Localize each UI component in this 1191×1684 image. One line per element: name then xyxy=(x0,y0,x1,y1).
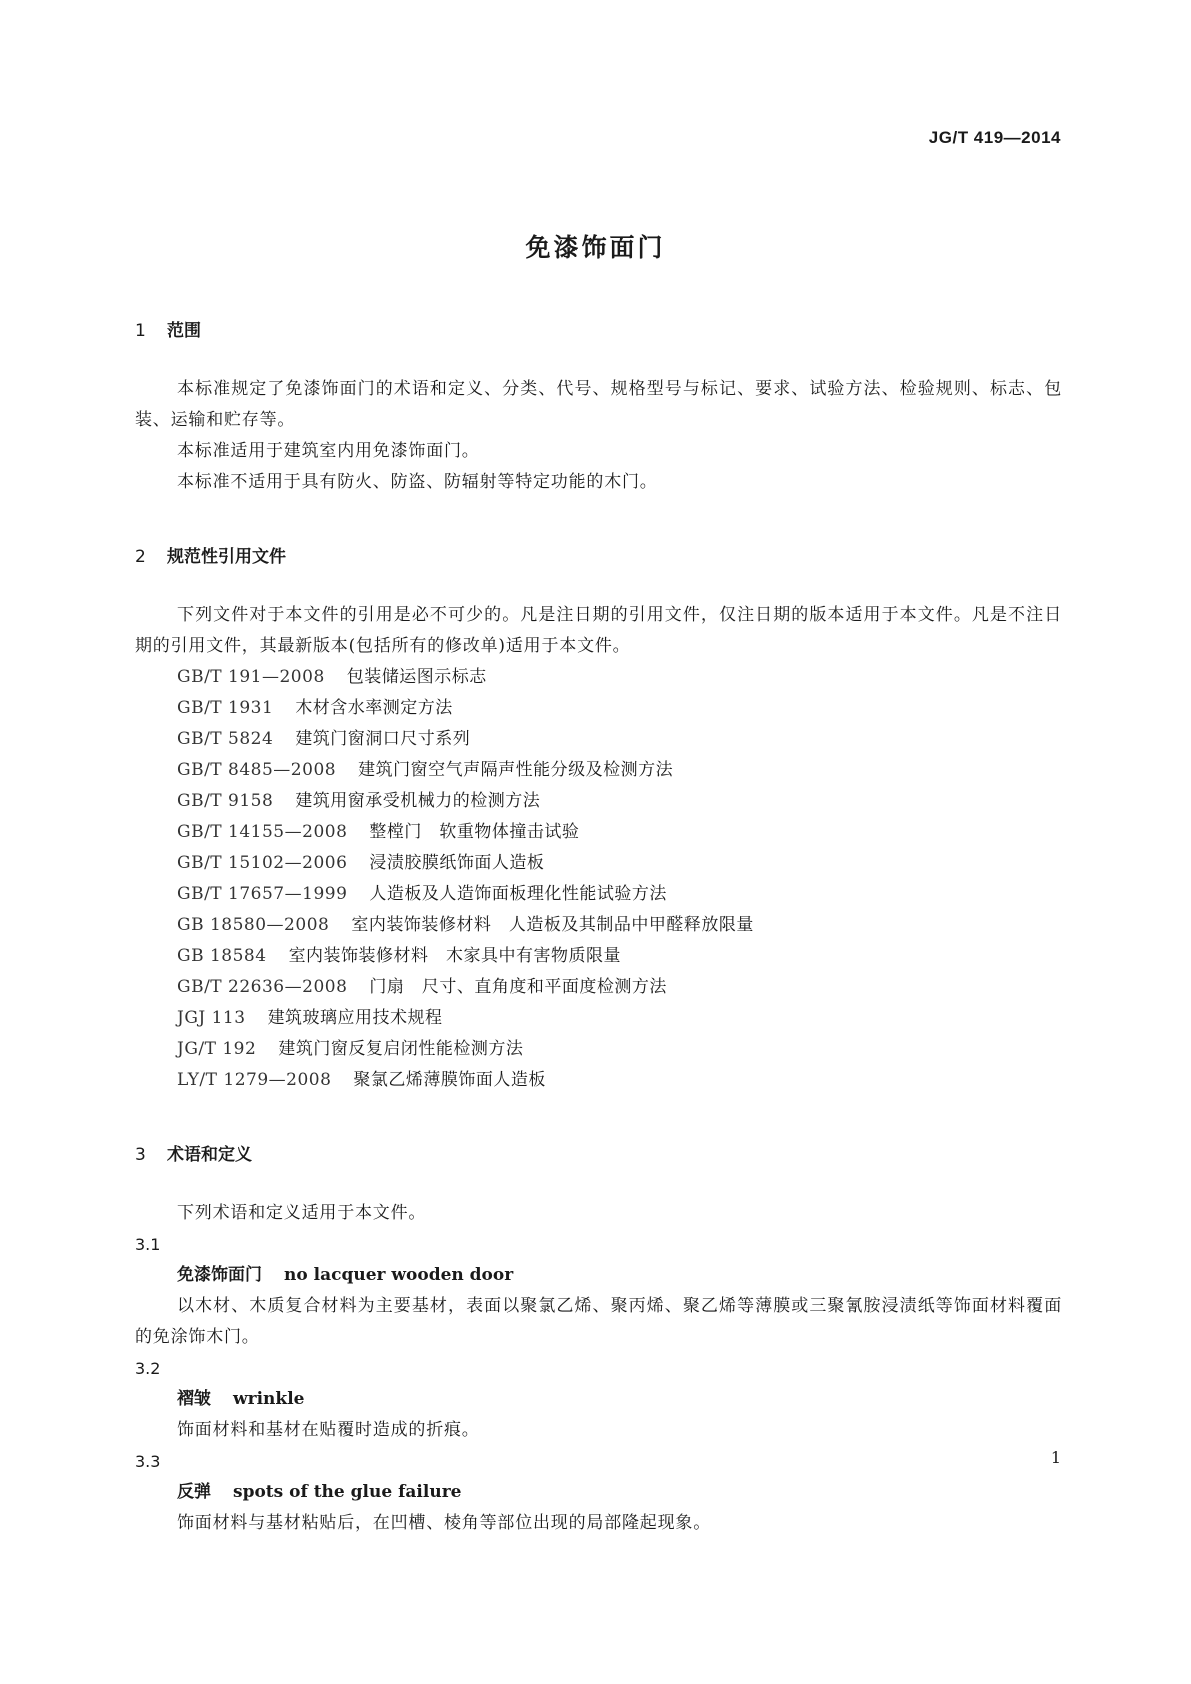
reference-title: 整樘门 软重物体撞击试验 xyxy=(369,822,580,842)
reference-title: 门扇 尺寸、直角度和平面度检测方法 xyxy=(369,977,667,997)
section-terms-and-definitions xyxy=(135,1142,1062,1539)
standard-code: JG/T 419—2014 xyxy=(928,128,1061,147)
paragraph: 本标准适用于建筑室内用免漆饰面门。 xyxy=(177,441,480,461)
reference-code: JG/T 192 xyxy=(177,1039,257,1059)
paragraph: 下列术语和定义适用于本文件。 xyxy=(177,1203,427,1223)
term-entry xyxy=(135,1446,1062,1539)
reference-code: GB/T 1931 xyxy=(177,698,274,718)
reference-item xyxy=(135,724,1062,755)
reference-item xyxy=(135,693,1062,724)
reference-title: 室内装饰装修材料 人造板及其制品中甲醛释放限量 xyxy=(351,915,754,935)
reference-item xyxy=(135,1034,1062,1065)
reference-item xyxy=(135,941,1062,972)
reference-list xyxy=(135,662,1062,1096)
section-title: 范围 xyxy=(167,321,201,341)
page-number: 1 xyxy=(1050,1448,1061,1467)
section-heading xyxy=(135,544,1062,570)
section-number: 1 xyxy=(135,321,146,341)
reference-code: JGJ 113 xyxy=(177,1008,246,1028)
reference-title: 人造板及人造饰面板理化性能试验方法 xyxy=(369,884,667,904)
document-title: 免漆饰面门 xyxy=(525,233,666,262)
reference-title: 建筑玻璃应用技术规程 xyxy=(267,1008,443,1028)
reference-code: GB/T 22636—2008 xyxy=(177,977,348,997)
term-chinese: 褶皱 xyxy=(177,1389,211,1409)
section-number: 2 xyxy=(135,547,146,567)
reference-title: 包装储运图示标志 xyxy=(346,667,487,687)
reference-item xyxy=(135,879,1062,910)
reference-item xyxy=(135,848,1062,879)
term-number: 3.3 xyxy=(135,1452,161,1471)
term-number: 3.2 xyxy=(135,1359,161,1378)
reference-item xyxy=(135,817,1062,848)
section-heading xyxy=(135,1142,1062,1168)
reference-code: GB/T 8485—2008 xyxy=(177,760,337,780)
section-scope xyxy=(135,318,1062,498)
document-body xyxy=(135,318,1062,1539)
reference-title: 聚氯乙烯薄膜饰面人造板 xyxy=(353,1070,546,1090)
term-entry xyxy=(135,1229,1062,1353)
section-title: 术语和定义 xyxy=(167,1145,252,1165)
reference-item xyxy=(135,972,1062,1003)
term-name xyxy=(135,1384,1062,1415)
section-normative-references xyxy=(135,544,1062,1096)
term-chinese: 反弹 xyxy=(177,1482,211,1502)
reference-title: 建筑门窗空气声隔声性能分级及检测方法 xyxy=(358,760,674,780)
reference-code: LY/T 1279—2008 xyxy=(177,1070,332,1090)
reference-title: 建筑用窗承受机械力的检测方法 xyxy=(295,791,541,811)
reference-title: 建筑门窗反复启闭性能检测方法 xyxy=(278,1039,524,1059)
term-definition: 以木材、木质复合材料为主要基材，表面以聚氯乙烯、聚丙烯、聚乙烯等薄膜或三聚氰胺浸渍纸等饰面材料覆面的免涂饰木门。 xyxy=(135,1296,1062,1347)
reference-title: 木材含水率测定方法 xyxy=(295,698,453,718)
reference-code: GB/T 9158 xyxy=(177,791,274,811)
term-name xyxy=(135,1477,1062,1508)
reference-item xyxy=(135,1065,1062,1096)
reference-code: GB/T 14155—2008 xyxy=(177,822,348,842)
reference-code: GB 18584 xyxy=(177,946,267,966)
section-title: 规范性引用文件 xyxy=(167,547,286,567)
reference-code: GB/T 191—2008 xyxy=(177,667,325,687)
term-definition: 饰面材料和基材在贴覆时造成的折痕。 xyxy=(177,1420,480,1440)
term-entry xyxy=(135,1353,1062,1446)
reference-title: 室内装饰装修材料 木家具中有害物质限量 xyxy=(288,946,622,966)
paragraph: 下列文件对于本文件的引用是必不可少的。凡是注日期的引用文件，仅注日期的版本适用于本文件。凡是不注日期的引用文件，其最新版本(包括所有的修改单)适用于本文件。 xyxy=(135,605,1062,656)
term-name xyxy=(135,1260,1062,1291)
reference-item xyxy=(135,662,1062,693)
reference-code: GB/T 17657—1999 xyxy=(177,884,348,904)
reference-item xyxy=(135,1003,1062,1034)
reference-code: GB/T 5824 xyxy=(177,729,274,749)
term-number: 3.1 xyxy=(135,1235,161,1254)
reference-item xyxy=(135,910,1062,941)
reference-title: 建筑门窗洞口尺寸系列 xyxy=(295,729,471,749)
reference-code: GB 18580—2008 xyxy=(177,915,330,935)
reference-code: GB/T 15102—2006 xyxy=(177,853,348,873)
section-heading xyxy=(135,318,1062,344)
term-chinese: 免漆饰面门 xyxy=(177,1265,262,1285)
section-number: 3 xyxy=(135,1145,146,1165)
paragraph: 本标准规定了免漆饰面门的术语和定义、分类、代号、规格型号与标记、要求、试验方法、检验规则、标志、包装、运输和贮存等。 xyxy=(135,379,1062,430)
reference-title: 浸渍胶膜纸饰面人造板 xyxy=(369,853,545,873)
term-english: wrinkle xyxy=(233,1389,305,1409)
reference-item xyxy=(135,755,1062,786)
paragraph: 本标准不适用于具有防火、防盗、防辐射等特定功能的木门。 xyxy=(177,472,658,492)
term-english: spots of the glue failure xyxy=(233,1482,462,1502)
term-english: no lacquer wooden door xyxy=(284,1265,514,1285)
term-definition: 饰面材料与基材粘贴后，在凹槽、棱角等部位出现的局部隆起现象。 xyxy=(177,1513,711,1533)
reference-item xyxy=(135,786,1062,817)
